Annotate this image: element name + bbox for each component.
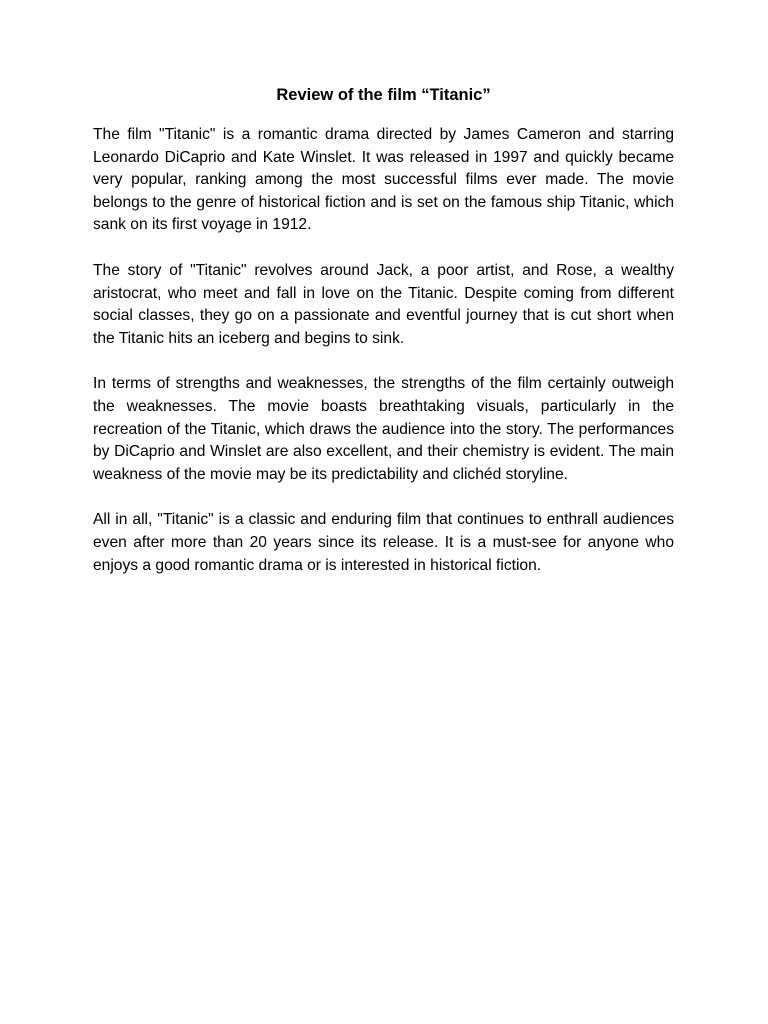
- paragraph-introduction: The film "Titanic" is a romantic drama directed by James Cameron and starring Leonardo DiCaprio and Kate Winslet. It was released in 1997 and quickly became very popular, ranking among the most successful films ever made. The movie belongs to the genre of historical fiction and is set on the famous ship Titanic, which sank on its first voyage in 1912.: [93, 126, 674, 234]
- paragraph-conclusion: All in all, "Titanic" is a classic and enduring film that continues to enthrall audiences even after more than 20 years since its release. It is a must-see for anyone who enjoys a good romantic drama or is interested in historical fiction.: [93, 511, 674, 574]
- document-body: [93, 84, 674, 600]
- paragraph-story: The story of "Titanic" revolves around Jack, a poor artist, and Rose, a wealthy aristocrat, who meet and fall in love on the Titanic. Despite coming from different social classes, they go on a passionate and eventful journey that is cut short when the Titanic hits an iceberg and begins to sink.: [93, 261, 674, 347]
- document-title: Review of the film “Titanic”: [276, 86, 491, 104]
- paragraph-strengths-weaknesses: In terms of strengths and weaknesses, the strengths of the film certainly outweigh the weaknesses. The movie boasts breathtaking visuals, particularly in the recreation of the Titanic, which draws the audience into the story. The performances by DiCaprio and Winslet are also excellent, and their chemistry is evident. The main weakness of the movie may be its predictability and clichéd storyline.: [93, 375, 674, 483]
